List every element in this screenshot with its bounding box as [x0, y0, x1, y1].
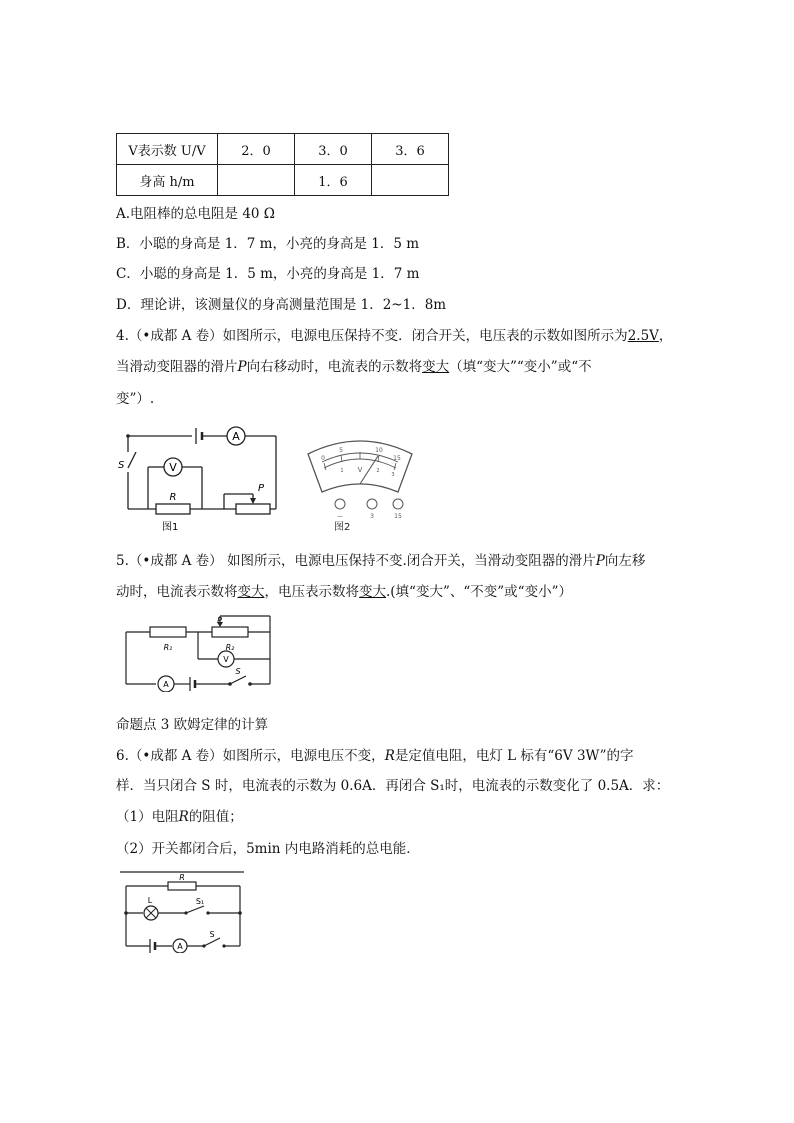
q4-text: 当滑动变阻器的滑片 — [116, 359, 238, 375]
terminal-label: 15 — [394, 513, 402, 520]
voltmeter-label: V — [169, 461, 177, 474]
q4-voltmeter-figure — [300, 430, 420, 534]
q6-text: 是定值电阻，电灯 L 标有“6V 3W”的字 — [394, 748, 634, 764]
q4-text: 4.（•成都 A 卷）如图所示，电源电压保持不变．闭合开关，电压表的示数如图所示为 — [116, 328, 628, 344]
slider-label: P — [257, 483, 265, 494]
q5-text: 动时，电流表示数将 — [116, 584, 238, 600]
q4-circuit-figure — [116, 424, 286, 534]
measurement-table — [116, 133, 449, 196]
scale-tick-label: 5 — [339, 447, 343, 454]
terminal-label: — — [337, 513, 343, 520]
q4-text: ， — [658, 328, 673, 344]
option-b: B．小聪的身高是 1．7 m，小亮的身高是 1．5 m — [116, 236, 420, 252]
table-cell: 身高 h/m — [117, 165, 218, 196]
meter-unit-label: V — [357, 466, 363, 474]
q4-text: 向右移动时，电流表的示数将 — [246, 359, 423, 375]
q6-text: 的阻值； — [188, 809, 243, 825]
q5-line2 — [116, 583, 572, 601]
table-cell: 3．0 — [295, 134, 372, 165]
resistor-label: R₂ — [225, 643, 235, 652]
q4-line2 — [116, 358, 592, 376]
q6-circuit-figure — [120, 868, 250, 953]
q6-line1 — [116, 747, 634, 765]
figure-caption: 图2 — [334, 522, 351, 533]
scale-tick-label: 1 — [340, 468, 344, 474]
q4-answer-current: 变大 — [422, 359, 450, 375]
resistor-label: R₁ — [163, 643, 173, 652]
q5-text: .(填“变大”、“不变”或“变小”） — [386, 584, 572, 600]
option-a: A.电阻棒的总电阻是 40 Ω — [116, 206, 275, 222]
q6-line2: 样．当只闭合 S 时，电流表的示数为 0.6A．再闭合 S₁时，电流表的示数变化了 0.5A．求： — [116, 778, 670, 794]
table-cell: V表示数 U/V — [117, 134, 218, 165]
table-cell: 1．6 — [295, 165, 372, 196]
q5-text: 5.（•成都 A 卷） 如图所示，电源电压保持不变.闭合开关，当滑动变阻器的滑片 — [116, 553, 596, 569]
q5-text: 向左移 — [604, 553, 646, 569]
q6-text: （1）电阻 — [116, 809, 179, 825]
q6-resistor-symbol: R — [384, 748, 395, 764]
scale-tick-label: 10 — [375, 447, 383, 454]
resistor-label: R — [179, 873, 185, 882]
section-title: 命题点 3 欧姆定律的计算 — [116, 717, 269, 733]
switch-label: S — [118, 460, 125, 471]
lamp-label: L — [147, 896, 153, 905]
q4-slider-symbol: P — [237, 359, 247, 375]
switch-label: S₁ — [195, 897, 205, 906]
q5-slider-symbol: P — [595, 553, 605, 569]
scale-tick-label: 2 — [376, 468, 380, 474]
q4-line3: 变”）. — [116, 391, 155, 407]
q5-answer-current: 变大 — [237, 584, 265, 600]
table-cell: 2．0 — [218, 134, 295, 165]
scale-tick-label: 3 — [391, 472, 395, 478]
q4-line1 — [116, 327, 672, 345]
q5-line1 — [116, 552, 645, 570]
table-row — [117, 134, 449, 165]
switch-label: S — [235, 667, 241, 676]
q4-answer-voltage: 2.5V — [627, 328, 659, 344]
q5-text: ，电压表示数将 — [264, 584, 359, 600]
resistor-label: R — [169, 492, 177, 503]
option-c: C．小聪的身高是 1．5 m，小亮的身高是 1．7 m — [116, 266, 420, 282]
scale-tick-label: 15 — [393, 455, 401, 462]
q6-sub1 — [116, 808, 243, 826]
voltmeter-label: V — [223, 655, 229, 664]
terminal-label: 3 — [370, 513, 374, 520]
q5-answer-voltage: 变大 — [359, 584, 386, 600]
scale-tick-label: 0 — [321, 455, 325, 462]
slider-label: P — [217, 616, 222, 625]
ammeter-label: A — [163, 680, 169, 689]
q4-text: （填“变大”“变小”或“不 — [449, 359, 592, 375]
q6-sub2: （2）开关都闭合后，5min 内电路消耗的总电能． — [116, 841, 420, 857]
option-d: D．理论讲，该测量仪的身高测量范围是 1．2~1．8m — [116, 297, 447, 313]
q5-circuit-figure — [120, 612, 280, 692]
q6-text: 6.（•成都 A 卷）如图所示，电源电压不变， — [116, 748, 385, 764]
ammeter-label: A — [177, 942, 183, 951]
table-row — [117, 165, 449, 196]
table-cell — [218, 165, 295, 196]
ammeter-label: A — [232, 430, 240, 443]
table-cell: 3．6 — [372, 134, 449, 165]
table-cell — [372, 165, 449, 196]
figure-caption: 图1 — [162, 522, 179, 533]
q6-resistor-symbol: R — [178, 809, 189, 825]
switch-label: S — [209, 930, 215, 939]
